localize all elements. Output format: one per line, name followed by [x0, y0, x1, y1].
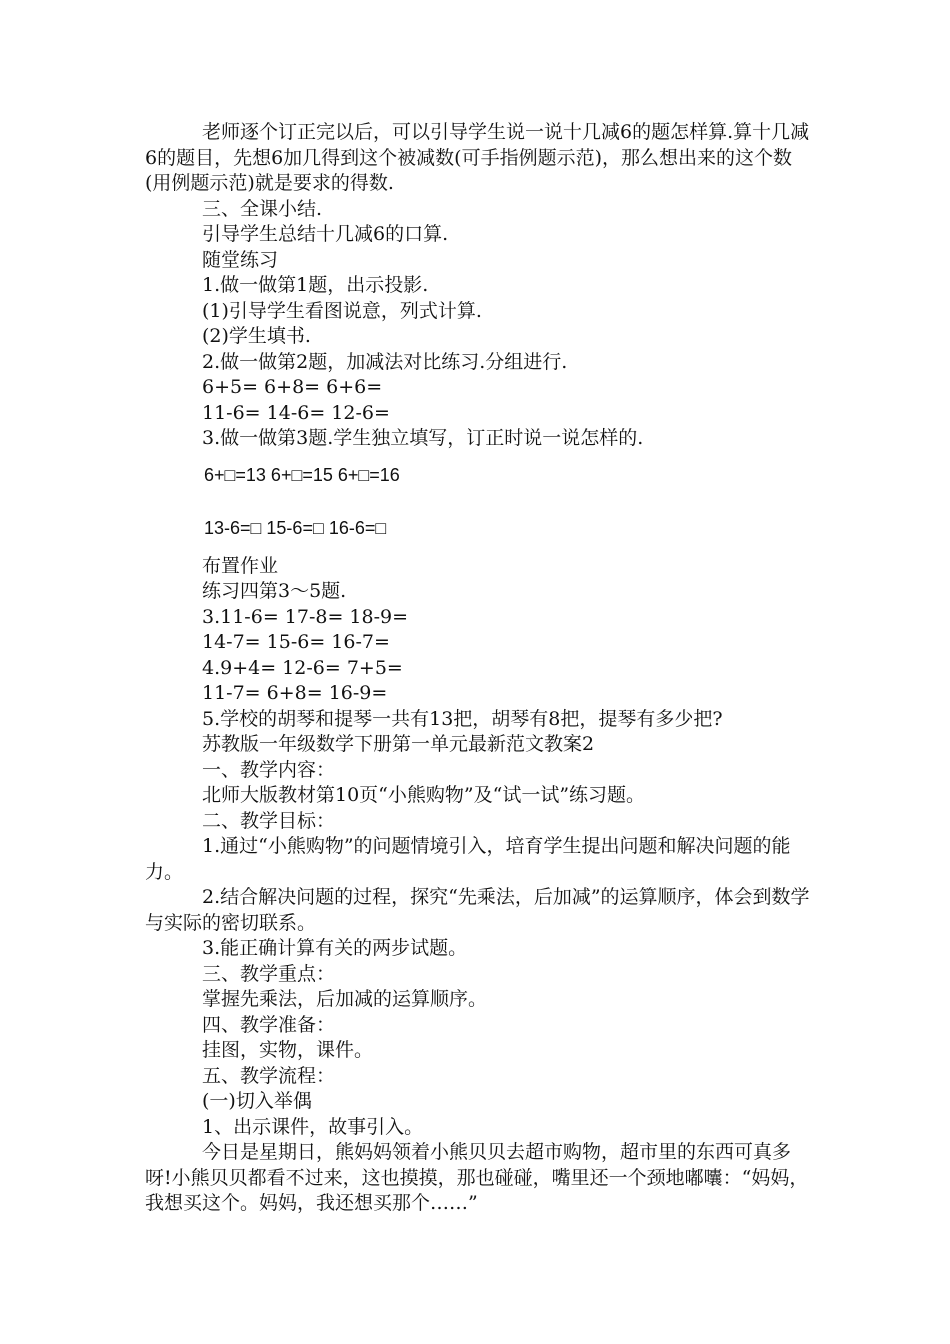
paragraph: (一)切入举偶	[202, 1090, 312, 1112]
paragraph: 14-7= 15-6= 16-7=	[202, 631, 390, 653]
paragraph: 挂图，实物，课件。	[202, 1039, 374, 1061]
paragraph: 五、教学流程：	[202, 1064, 336, 1087]
paragraph: 随堂练习	[202, 248, 279, 271]
paragraph: 二、教学目标：	[202, 809, 336, 832]
paragraph: 布置作业	[202, 554, 279, 577]
paragraph: 3.做一做第3题.学生独立填写，订正时说一说怎样的.	[202, 427, 644, 449]
paragraph: 11-6= 14-6= 12-6=	[202, 401, 390, 424]
paragraph: 掌握先乘法，后加减的运算顺序。	[202, 988, 488, 1010]
paragraph: (1)引导学生看图说意，列式计算.	[202, 299, 482, 322]
paragraph: 三、教学重点：	[202, 962, 336, 985]
paragraph: 11-7= 6+8= 16-9=	[202, 682, 388, 704]
paragraph: 1.做一做第1题，出示投影.	[202, 274, 429, 296]
paragraph: (2)学生填书.	[202, 325, 311, 347]
paragraph: 4.9+4= 12-6= 7+5=	[202, 656, 403, 679]
paragraph: 练习四第3～5题.	[202, 580, 347, 602]
paragraph: 四、教学准备：	[202, 1013, 336, 1036]
paragraph: 2.做一做第2题，加减法对比练习.分组进行.	[202, 350, 568, 373]
document-body	[145, 120, 813, 1217]
paragraph: 一、教学内容：	[202, 758, 336, 781]
paragraph: 引导学生总结十几减6的口算.	[202, 223, 449, 245]
paragraph: 6+5= 6+8= 6+6=	[202, 376, 383, 398]
paragraph: 13-6=□ 15-6=□ 16-6=□	[204, 517, 387, 538]
paragraph: 5.学校的胡琴和提琴一共有13把，胡琴有8把，提琴有多少把?	[202, 707, 723, 730]
paragraph: 6+□=13 6+□=15 6+□=16	[204, 464, 400, 485]
paragraph: 3.11-6= 17-8= 18-9=	[202, 605, 409, 628]
paragraph: 北师大版教材第10页“小熊购物”及“试一试”练习题。	[202, 784, 646, 806]
paragraph: 1、出示课件，故事引入。	[202, 1115, 424, 1138]
paragraph: 老师逐个订正完以后，可以引导学生说一说十几减6的题怎样算.算十几减6的题目，先想6加几得到这个被减数(可手指例题示范)，那么想出来的这个数(用例题示范)就是要求的得数.	[145, 121, 810, 194]
paragraph: 今日是星期日，熊妈妈领着小熊贝贝去超市购物，超市里的东西可真多呀!小熊贝贝都看不过来，这也摸摸，那也碰碰，嘴里还一个颈地嘟囔：“妈妈，我想买这个。妈妈，我还想买那个……”	[145, 1141, 809, 1214]
paragraph: 1.通过“小熊购物”的问题情境引入，培育学生提出问题和解决问题的能力。	[145, 835, 791, 883]
paragraph: 三、全课小结.	[202, 197, 323, 220]
paragraph: 苏教版一年级数学下册第一单元最新范文教案2	[202, 733, 595, 755]
paragraph: 2.结合解决问题的过程，探究“先乘法，后加减”的运算顺序，体会到数学与实际的密切联系。	[145, 886, 810, 934]
paragraph: 3.能正确计算有关的两步试题。	[202, 937, 468, 959]
